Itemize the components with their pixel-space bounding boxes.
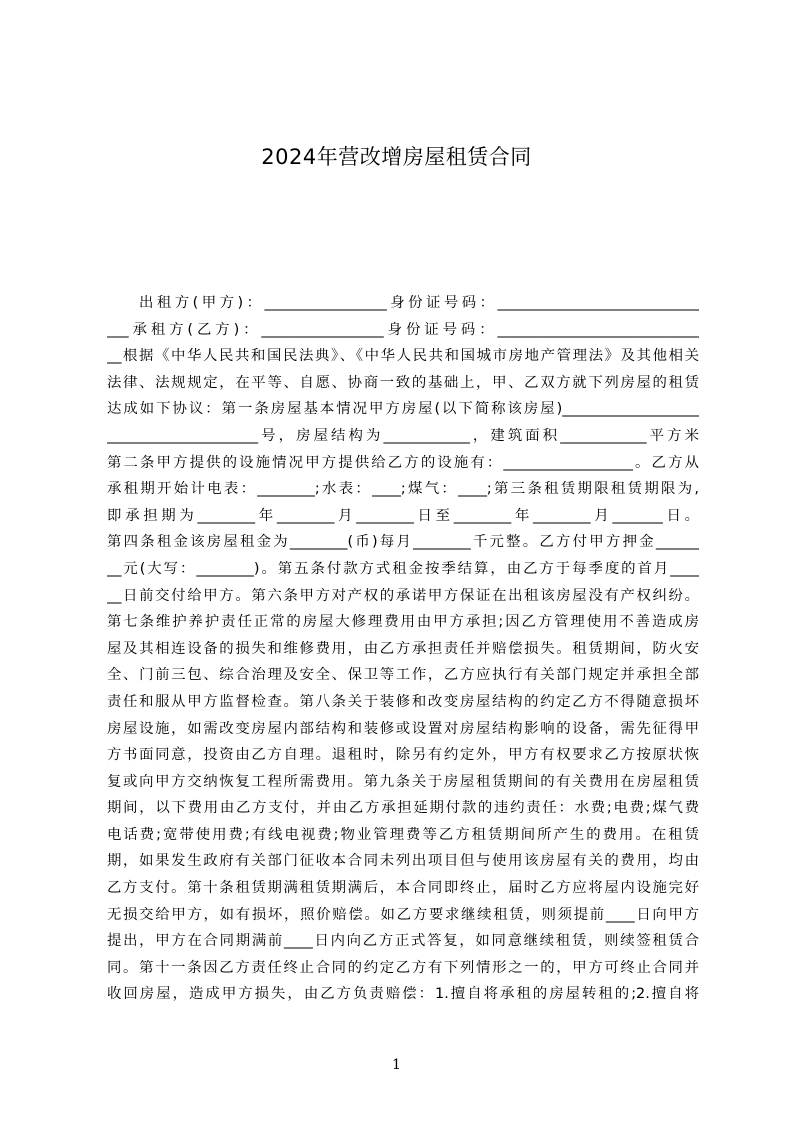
document-title: 2024年营改增房屋租赁合同: [261, 145, 532, 169]
body-line: 复或向甲方交纳恢复工程所需费用。第九条关于房屋租赁期间的有关费用在房屋租赁: [107, 773, 699, 790]
body-line: 无损交给甲方，如有损坏，照价赔偿。如乙方要求继续租赁，则须提前____日向甲方: [107, 906, 699, 923]
body-line: 提出，甲方在合同期满前____日内向乙方正式答复，如同意继续租赁，则续签租赁合: [107, 933, 699, 950]
body-line: 责任和服从甲方监督检查。第八条关于装修和改变房屋结构的约定乙方不得随意损坏: [107, 693, 699, 710]
body-line: 承租期开始计电表：________;水表：____;煤气：____;第三条租赁期限租赁期限为,: [107, 481, 699, 498]
body-line: 全、门前三包、综合治理及安全、保卫等工作，乙方应执行有关部门规定并承担全部: [107, 667, 699, 684]
body-line: 同。第十一条因乙方责任终止合同的约定乙方有下列情形之一的，甲方可终止合同并: [107, 959, 699, 976]
body-line: 房屋设施，如需改变房屋内部结构和装修或设置对房屋结构影响的设备，需先征得甲: [107, 720, 699, 737]
body-line: 收回房屋，造成甲方损失，由乙方负责赔偿：1.擅自将承租的房屋转租的;2.擅自将: [107, 986, 699, 1003]
body-line: 第四条租金该房屋租金为________(币)每月________千元整。乙方付甲方押金______: [107, 534, 699, 551]
body-line: 方书面同意，投资由乙方自理。退租时，除另有约定外，甲方有权要求乙方按原状恢: [107, 747, 699, 764]
body-line: 出租方(甲方)：_________________身份证号码：____________________________: [139, 295, 699, 311]
body-line: 第七条维护养护责任正常的房屋大修理费用由甲方承担;因乙方管理使用不善造成房: [107, 614, 699, 631]
body-line: 期，如果发生政府有关部门征收本合同未列出项目但与使用该房屋有关的费用，均由: [107, 853, 699, 870]
body-line: 乙方支付。第十条租赁期满租赁期满后，本合同即终止，届时乙方应将屋内设施完好: [107, 880, 699, 897]
body-line: 即承担期为________年________月________日至________年________月_______日。: [107, 507, 699, 524]
contract-body: [107, 290, 699, 1008]
body-line: 屋及其相连设备的损失和维修费用，由乙方承担责任并赔偿损失。租赁期间，防火安: [107, 640, 699, 657]
body-line: 法律、法规规定，在平等、自愿、协商一致的基础上，甲、乙双方就下列房屋的租赁: [107, 374, 699, 391]
page-number: 1: [392, 1057, 401, 1073]
body-line: __日前交付给甲方。第六条甲方对产权的承诺甲方保证在出租该房屋没有产权纠纷。: [107, 587, 699, 604]
body-line: 电话费;宽带使用费;有线电视费;物业管理费等乙方租赁期间所产生的费用。在租赁: [107, 826, 699, 843]
body-line: 第二条甲方提供的设施情况甲方提供给乙方的设施有：__________________。乙方从: [107, 454, 699, 471]
body-line: __根据《中华人民共和国民法典》、《中华人民共和国城市房地产管理法》及其他相关: [107, 348, 699, 365]
body-line: 期间，以下费用由乙方支付，并由乙方承担延期付款的违约责任：水费;电费;煤气费: [107, 800, 699, 817]
body-line: ___承租方(乙方)：_________________身份证号码：____________________________: [107, 321, 699, 338]
body-line: __元(大写：________)。第五条付款方式租金按季结算，由乙方于每季度的首月____: [107, 560, 699, 577]
body-line: 达成如下协议：第一条房屋基本情况甲方房屋(以下简称该房屋)___________________: [107, 401, 699, 418]
body-line: _____________________号，房屋结构为____________，建筑面积____________平方米: [107, 427, 699, 444]
